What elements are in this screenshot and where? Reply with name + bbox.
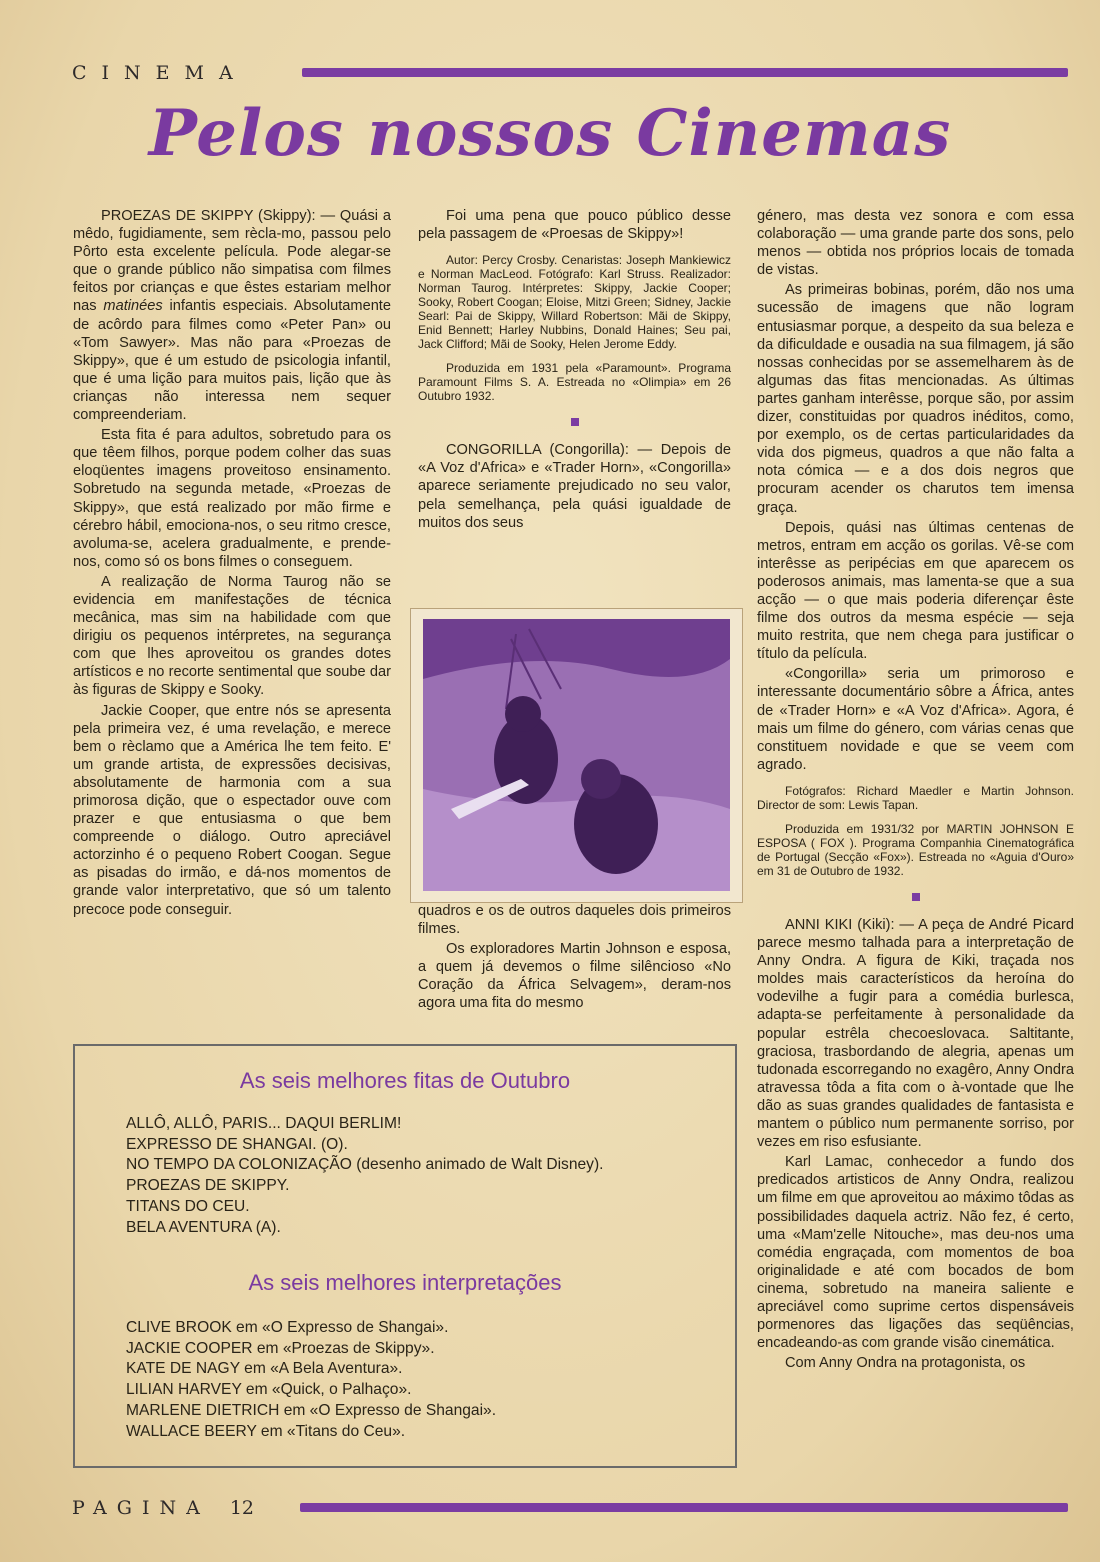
congorilla-review-p3: género, mas desta vez sonora e com essa colaboração — uma grande parte dos sons, pelo menos — obtida nos próprios locais de tomada de vistas. xyxy=(757,208,1074,279)
skippy-review-p3: A realização de Norma Taurog não se evidencia em manifestações de técnica mecânica, mas sim na habilidade com que dirigiu os pequenos intérpretes, na segurança com que lhes aproveitou os grandes dotes artísticos e no recorte sentimental que soube dar às figuras de Skippy e Sooky. xyxy=(73,573,391,699)
best-of-october-box xyxy=(73,1044,737,1468)
best-films-list xyxy=(126,1114,604,1238)
footer-label: PAGINA xyxy=(72,1497,210,1519)
kiki-title: ANNI KIKI (Kiki): — xyxy=(785,917,919,933)
performance-item: LILIAN HARVEY em «Quick, o Palhaço». xyxy=(126,1381,412,1399)
congorilla-review-p5: Depois, quási nas últimas centenas de metros, entram em acção os gorilas. Vê-se com interêsse as peripécias em que aparecem os poderosos animais, mas lamenta-se que a sua acção — o que mais poderia diferençar êste filme dos outros da mesma espécie — seja muito restrita, que nem chega para justificar o título da película. xyxy=(757,519,1074,663)
headline: Pelos nossos Cinemas xyxy=(148,96,952,171)
gorilla-photo-image xyxy=(411,609,742,902)
column-2 xyxy=(418,207,731,534)
film-item: ALLÔ, ALLÔ, PARIS... DAQUI BERLIM! xyxy=(126,1115,402,1132)
skippy-review-p2: Esta fita é para adultos, sobretudo para os que têem filhos, porque podem colher das suas eloqüentes imagens proveitoso ensinamento. Sobretudo na segunda metade, «Proezas de Skippy», que está realizado por mão firme e cérebro hábil, emociona-nos, o seu ritmo cresce, avoluma-se, acelera gradualmente, e prende-nos, como só os bons filmes o conseguem. xyxy=(73,427,391,570)
best-performances-title: As seis melhores interpretações xyxy=(248,1270,562,1295)
performance-item: JACKIE COOPER em «Proezas de Skippy». xyxy=(126,1339,435,1357)
congorilla-review-p2: Os exploradores Martin Johnson e esposa, a quem já devemos o filme silêncioso «No Coração da África Selvagem», deram-nos agora uma fita do mesmo xyxy=(418,941,731,1012)
congorilla-review-p4: As primeiras bobinas, porém, dão nos uma sucessão de imagens que não logram entusiasmar porque, a despeito da sua beleza e da dificuldade e ousadia na sua filmagem, já são nossas conhecidas por se assemelharem às de algumas das fitas mencionadas. As últimas partes ganham interêsse, porque são, por assim dizer, constituidas por quadros inéditos, como, por exemplo, os de certas particularidades da vida dos pigmeus, quadros a que não falta a nota cómica — e a dos dois negros que procuram acender os charutos tem imensa graça. xyxy=(757,282,1074,516)
skippy-credits: Autor: Percy Crosby. Cenaristas: Joseph Mankiewicz e Norman MacLeod. Fotógrafo: Karl Struss. Realizador: Norman Taurog. Intérpretes: Skippy, Jackie Cooper; Sooky, Robert Coogan; Eloise, Mitzi Green; Sidney, Jackie Searl: Pai de Skippy, Willard Robertson: Mãi de Skippy, Enid Bennett; Harley Nubbins, Donald Haines; Seu pai, Jack Clifford; Mãi de Sooky, Helen Jerome Eddy. Produzida em 1931 pela «Paramount». Programa Paramount Films S. A. Estreada no «Olimpia» em 26 Outubro 1932. xyxy=(418,253,731,404)
best-performances-list xyxy=(126,1318,496,1442)
skippy-review-p4: Jackie Cooper, que entre nós se apresenta pela primeira vez, é uma revelação, e merece bem o rèclamo que a América lhe tem feito. E' um grande artista, de expressões decisivas, absolutamente de harmonia com a sua primorosa dição, que o espectador ouve com prazer e que entusiasma o que bem compreende o diálogo. Outro apreciável actorzinho é o pequeno Robert Coogan. Segue as pisadas do irmão, e dá-nos momentos de grande valor interpretativo, que só um talento precoce pode conseguir. xyxy=(73,702,391,918)
congorilla-review-p1: CONGORILLA (Congorilla): — Depois de «A Voz d'Africa» e «Trader Horn», «Congorilla» aparece seriamente prejudicado no seu valor, pela semelhança, pela quási igualdade de muitos dos seus xyxy=(418,442,731,531)
skippy-title: PROEZAS DE SKIPPY (Skippy): — xyxy=(101,208,340,224)
film-item: BELA AVENTURA (A). xyxy=(126,1218,281,1236)
film-item: EXPRESSO DE SHANGAI. (O). xyxy=(126,1135,348,1153)
column-3 xyxy=(757,207,1074,1374)
kiki-review-p3: Com Anny Ondra na protagonista, os xyxy=(785,1355,1026,1372)
performance-item: CLIVE BROOK em «O Expresso de Shangai». xyxy=(126,1319,449,1336)
column-1 xyxy=(73,207,391,921)
film-item: TITANS DO CEU. xyxy=(126,1197,250,1215)
column-2-lower xyxy=(418,902,731,1015)
page-number: 12 xyxy=(229,1497,255,1519)
top-rule xyxy=(302,68,1068,77)
congorilla-review-p1-cont: quadros e os de outros daqueles dois primeiros filmes. xyxy=(418,903,731,938)
kiki-review-p2: Karl Lamac, conhecedor a fundo dos predicados artisticos de Anny Ondra, realizou um filme em que aproveitou ao máximo tôdas as possibilidades daquela actriz. Não fez, é certo, uma «Mam'zelle Nitouche», mas deu-nos uma comédia engraçada, com momentos de boa originalidade e até com bocados de bom cinema, sobretudo na maneira saliente e apreciável como suprime certos dispensáveis pormenores das ligações das seqüências, encadeando-as com grande visão cinemática. xyxy=(757,1154,1074,1352)
film-item: PROEZAS DE SKIPPY. xyxy=(126,1177,290,1195)
performance-item: KATE DE NAGY em «A Bela Aventura». xyxy=(126,1360,403,1378)
section-label: CINEMA xyxy=(72,62,248,84)
page-footer xyxy=(72,1497,254,1519)
film-item: NO TEMPO DA COLONIZAÇÃO (desenho animado de Walt Disney). xyxy=(126,1156,604,1174)
gorilla-photo xyxy=(410,608,743,903)
congorilla-review-p6: «Congorilla» seria um primoroso e interessante documentário sôbre a África, antes de «Trader Horn» e «A Voz d'Africa». Agora, é mais um filme do género, com várias cenas que constituem novidade e que se veem com agrado. xyxy=(757,666,1074,773)
performance-item: WALLACE BEERY em «Titans do Ceu». xyxy=(126,1422,406,1440)
separator-square xyxy=(418,413,731,431)
kiki-review-p1: ANNI KIKI (Kiki): — A peça de André Picard parece mesmo talhada para a interpretação de Anny Ondra. A figura de Kiki, traçada nos moldes mais característicos da heroína do vodevilhe a fugir para a comédia burlesca, adapta-se perfeitamente à personalidade da popular estrêla checoeslovaca. Saltitante, graciosa, trasbordando de alegria, apenas um tudonada escorregando no exagêro, Anny Ondra atravessa tôda a fita com o à-vontade que lhe dão as suas grandes qualidades de fantasista e mantem o público num permanente sorriso, por vezes em riso esfusiante. xyxy=(757,917,1074,1151)
performance-item: MARLENE DIETRICH em «O Expresso de Shangai». xyxy=(126,1401,497,1419)
congorilla-title: CONGORILLA (Congorilla): — xyxy=(446,442,661,459)
bottom-rule xyxy=(300,1503,1068,1512)
congorilla-credits: Fotógrafos: Richard Maedler e Martin Johnson. Director de som: Lewis Tapan. Produzida em 1931/32 por MARTIN JOHNSON E ESPOSA ( FOX ). Programa Companhia Cinematográfica de Portugal (Secção «Fox»). Estreada no «Aguia d'Ouro» em 31 de Outubro de 1932. xyxy=(757,783,1074,878)
skippy-review-p1: PROEZAS DE SKIPPY (Skippy): — Quási a mêdo, fugidiamente, sem rècla-mo, passou pelo Pôrto esta excelente película. Pode alegar-se que o grande público não simpatisa com filmes feitos por crianças e que êstes estariam melhor nas matinées infantis especiais. Absolutamente de acôrdo para filmes como «Peter Pan» ou «Tom Sawyer». Mas não para «Proezas de Skippy», que é um estudo de psicologia infantil, que é uma lição para muitos pais, lição que às crianças não interessa nem sequer compreenderiam. xyxy=(73,208,391,424)
skippy-closing: Foi uma pena que pouco público desse pela passagem de «Proesas de Skippy»! xyxy=(418,208,731,243)
separator-square xyxy=(757,888,1074,906)
best-films-title: As seis melhores fitas de Outubro xyxy=(239,1068,571,1093)
